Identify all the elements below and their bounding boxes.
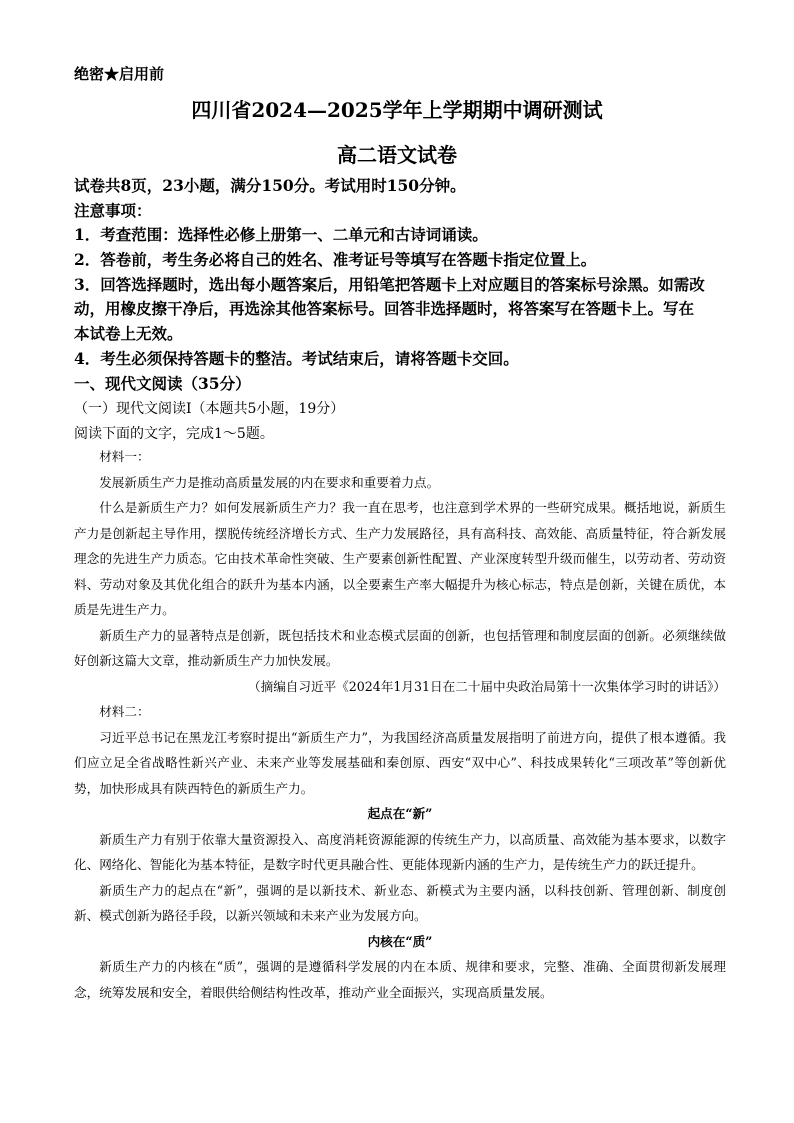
exam-title: 四川省2024—2025学年上学期期中调研测试 [191,98,603,122]
exam-subtitle: 高二语文试卷 [337,143,457,167]
note-item-3-line-2: 动，用橡皮擦干净后，再选涂其他答案标号。回答非选择题时，将答案写在答题卡上。写在 [74,299,695,318]
note-item-4: 4．考生必须保持答题卡的整洁。考试结束后，请将答题卡交回。 [74,349,519,368]
material2-paragraph-4: 新质生产力的内核在“质”，强调的是遵循科学发展的内在本质、规律和要求，完整、准确、全面贯彻新发展理念，统筹发展和安全，着眼供给侧结构性改革，推动产业全面振兴，实现高质量发展。 [74,959,726,1000]
material1-paragraph-3: 新质生产力的显著特点是创新，既包括技术和业态模式层面的创新，也包括管理和制度层面的创新。必须继续做好创新这篇大文章，推动新质生产力加快发展。 [74,627,726,668]
note-item-1: 1．考查范围：选择性必修上册第一、二单元和古诗词诵读。 [74,225,488,244]
material2-label: 材料二： [99,704,150,719]
material2-paragraph-2: 新质生产力有别于依靠大量资源投入、高度消耗资源能源的传统生产力，以高质量、高效能为基本要求，以数字化、网络化、智能化为基本特征，是数字时代更具融合性、更能体现新内涵的生产力，是传统生产力的跃迁提升。 [74,831,726,872]
passage [74,444,726,1005]
material1-source: （摘编自习近平《2024年1月31日在二十届中央政治局第十一次集体学习时的讲话》） [248,678,726,694]
material2-paragraph-1: 习近平总书记在黑龙江考察时提出“新质生产力”，为我国经济高质量发展指明了前进方向，提供了根本遵循。我们应立足全省战略性新兴产业、未来产业等发展基础和秦创原、西安“双中心”、科技成果转化“三项改革”等创新优势，加快形成具有陕西特色的新质生产力。 [74,729,726,796]
note-item-3-line-3: 本试卷上无效。 [74,324,183,343]
material2-paragraph-3: 新质生产力的起点在“新”，强调的是以新技术、新业态、新模式为主要内涵，以科技创新、管理创新、制度创新、模式创新为路径手段，以新兴领域和未来产业为发展方向。 [74,882,726,923]
note-item-3-line-1: 3．回答选择题时，选出每小题答案后，用铅笔把答题卡上对应题目的答案标号涂黑。如需改 [74,275,705,294]
material2-subheading-new: 起点在“新” [367,806,433,821]
subsection-heading: （一）现代文阅读Ⅰ（本题共5小题，19分） [74,401,345,417]
reading-instruction: 阅读下面的文字，完成1～5题。 [74,426,274,442]
material1-paragraph-2: 什么是新质生产力？如何发展新质生产力？我一直在思考，也注意到学术界的一些研究成果。概括地说，新质生产力是创新起主导作用，摆脱传统经济增长方式、生产力发展路径，具有高科技、高效能、高质量特征，符合新发展理念的先进生产力质态。它由技术革命性突破、生产要素创新性配置、产业深度转型升级而催生，以劳动者、劳动资料、劳动对象及其优化组合的跃升为基本内涵，以全要素生产率大幅提升为核心标志，特点是创新，关键在质优，本质是先进生产力。 [74,500,726,617]
material2-subheading-quality: 内核在“质” [367,933,433,949]
section-heading: 一、现代文阅读（35分） [74,374,251,393]
notes-heading: 注意事项： [74,201,152,220]
material1-paragraph-1: 发展新质生产力是推动高质量发展的内在要求和重要着力点。 [99,474,440,490]
confidential-mark: 绝密★启用前 [74,65,165,83]
material1-label: 材料一： [99,449,150,464]
exam-info: 试卷共8页，23小题，满分150分。考试用时150分钟。 [74,176,466,195]
note-item-2: 2．答卷前，考生务必将自己的姓名、准考证号等填写在答题卡指定位置上。 [74,250,597,269]
